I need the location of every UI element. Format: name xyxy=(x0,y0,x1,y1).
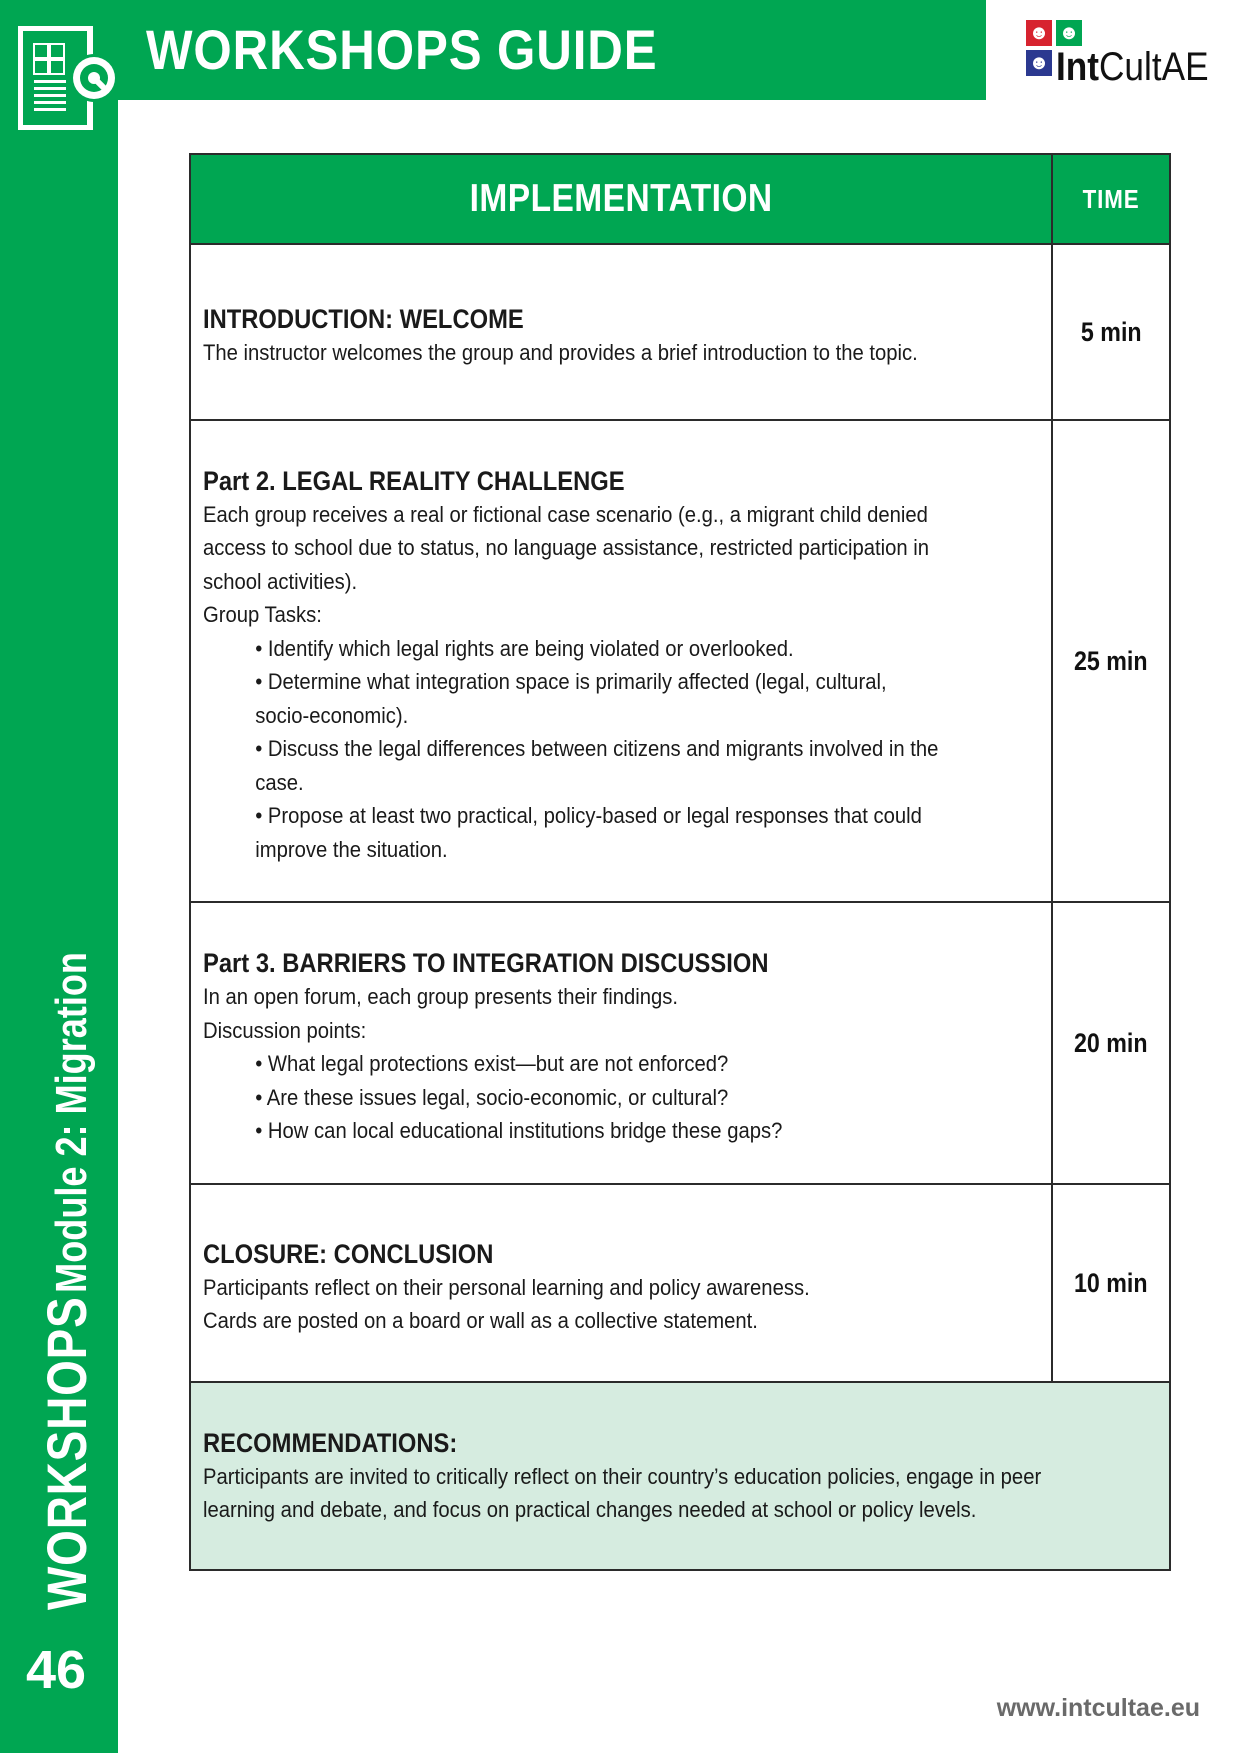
discussion-bullet: • Are these issues legal, socio-economic, or cultural? xyxy=(255,1084,729,1110)
logo-blue-face-icon: ☻ xyxy=(1026,50,1052,76)
task-bullet: • Determine what integration space is primarily affected (legal, cultural, xyxy=(255,669,887,695)
activity-time: 5 min xyxy=(1052,244,1170,420)
implementation-header: IMPLEMENTATION xyxy=(190,154,1052,244)
activity-title: Part 2. LEGAL REALITY CHALLENGE xyxy=(203,465,625,496)
task-bullet: • Identify which legal rights are being violated or overlooked. xyxy=(255,635,794,661)
task-bullet: case. xyxy=(255,769,304,795)
page-title: WORKSHOPS GUIDE xyxy=(146,18,658,81)
activity-title: Part 3. BARRIERS TO INTEGRATION DISCUSSION xyxy=(203,948,769,979)
recommendations-title: RECOMMENDATIONS: xyxy=(203,1427,458,1458)
recommendations-cell xyxy=(190,1382,1170,1570)
activity-text: The instructor welcomes the group and provides a brief introduction to the topic. xyxy=(203,340,918,366)
recommendations-text: Participants are invited to critically reflect on their country’s education policies, engage in peer xyxy=(203,1463,1042,1489)
activity-time: 20 min xyxy=(1052,902,1170,1184)
sidebar-label-workshops: WORKSHOPS xyxy=(35,1296,98,1610)
activity-text: Participants reflect on their personal learning and policy awareness. xyxy=(203,1274,810,1300)
sidebar-module-label xyxy=(34,808,99,1610)
intcultae-logo xyxy=(1026,20,1226,90)
activity-text: access to school due to status, no language assistance, restricted participation in xyxy=(203,535,930,561)
table-row xyxy=(190,420,1170,902)
recommendations-row xyxy=(190,1382,1170,1570)
table-header-row xyxy=(190,154,1170,244)
activity-text: Each group receives a real or fictional case scenario (e.g., a migrant child denied xyxy=(203,501,928,527)
discussion-bullet: • How can local educational institutions bridge these gaps? xyxy=(255,1118,783,1144)
task-bullet: improve the situation. xyxy=(255,836,448,862)
table-row xyxy=(190,1184,1170,1382)
discussion-bullet: • What legal protections exist—but are not enforced? xyxy=(255,1051,729,1077)
recommendations-text: learning and debate, and focus on practical changes needed at school or policy levels. xyxy=(203,1497,977,1522)
website-link[interactable]: www.intcultae.eu xyxy=(996,1694,1200,1722)
activity-time: 25 min xyxy=(1052,420,1170,902)
activity-text: Discussion points: xyxy=(203,1017,367,1043)
activity-text: Group Tasks: xyxy=(203,602,322,628)
logo-text: IntCultAE xyxy=(1056,45,1209,89)
task-bullet: socio-economic). xyxy=(255,702,409,728)
task-bullet: • Propose at least two practical, policy-based or legal responses that could xyxy=(255,803,922,829)
logo-green-face-icon: ☻ xyxy=(1056,20,1082,46)
logo-red-face-icon: ☻ xyxy=(1026,20,1052,46)
activity-time: 10 min xyxy=(1052,1184,1170,1382)
activity-text: In an open forum, each group presents their findings. xyxy=(203,984,679,1010)
time-header: TIME xyxy=(1052,154,1170,244)
page-number: 46 xyxy=(26,1640,87,1700)
workshop-document-icon xyxy=(18,26,118,130)
task-bullet: • Discuss the legal differences between citizens and migrants involved in the xyxy=(255,736,939,762)
implementation-table xyxy=(189,153,1171,1571)
activity-cell xyxy=(190,244,1052,420)
activity-text: school activities). xyxy=(203,568,358,594)
table-row xyxy=(190,902,1170,1184)
activity-cell xyxy=(190,902,1052,1184)
activity-text: Cards are posted on a board or wall as a collective statement. xyxy=(203,1308,758,1333)
activity-title: INTRODUCTION: WELCOME xyxy=(203,304,524,335)
activity-cell xyxy=(190,1184,1052,1382)
sidebar-label-module: Module 2: Migration xyxy=(47,952,96,1293)
activity-cell xyxy=(190,420,1052,902)
table-row xyxy=(190,244,1170,420)
activity-title: CLOSURE: CONCLUSION xyxy=(203,1238,494,1269)
